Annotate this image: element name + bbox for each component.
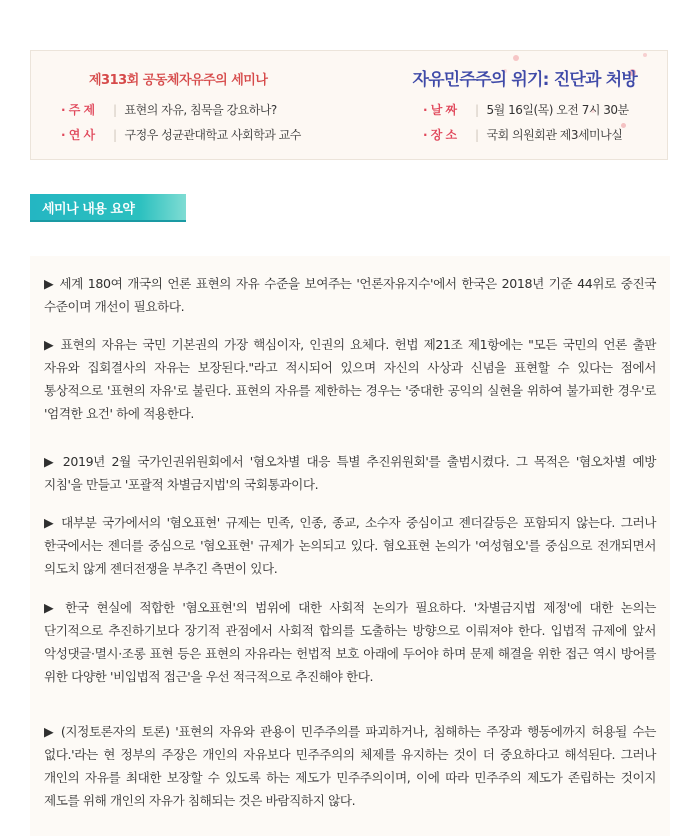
speaker-value: 구정우 성균관대학교 사회학과 교수: [124, 128, 301, 142]
summary-paragraph: ▶ 한국 현실에 적합한 '혐오표현'의 범위에 대한 사회적 논의가 필요하다. '차별금지법 제정'에 대한 논의는 단기적으로 추진하기보다 장기적 관점에서 사회적 합의를 도출하는 방향으로 이뤄져야 한다. 입법적 규제에 앞서 악성댓글·멸시·조롱 표현 등은 표현의 자유라는 헌법적 보호 아래에 두어야 하며 문제 해결을 위한 접근 역시 방어를 위한 다양한 '비입법적 접근'을 우선 적극적으로 추진해야 한다.: [44, 600, 656, 684]
topic-label: · 주 제: [61, 103, 95, 117]
decor-dot: [643, 53, 647, 57]
separator: |: [113, 102, 117, 117]
summary-paragraph: ▶ 2019년 2월 국가인권위원회에서 '혐오차별 대응 특별 추진위원회'를 출범시켰다. 그 목적은 '혐오차별 예방 지침'을 만들고 '포괄적 차별금지법'의 국회통과이다.: [44, 454, 656, 492]
place-row: [423, 126, 622, 143]
date-value: 5월 16일(목) 오전 7시 30분: [486, 103, 629, 117]
section-tab-label: 세미나 내용 요약: [42, 202, 135, 217]
summary-paragraph: ▶ 대부분 국가에서의 '혐오표현' 규제는 민족, 인종, 종교, 소수자 중심이고 젠더갈등은 포함되지 않는다. 그러나 한국에서는 젠더를 중심으로 '혐오표현' 규제가 논의되고 있다. 혐오표현 논의가 '여성혐오'를 중심으로 전개되면서 의도치 않게 젠더전쟁을 부추긴 측면이 있다.: [44, 515, 656, 576]
place-label: · 장 소: [423, 128, 457, 142]
section-tab: [30, 194, 186, 222]
date-row: [423, 101, 629, 118]
separator: |: [113, 127, 117, 142]
separator: |: [475, 102, 479, 117]
speaker-label: · 연 사: [61, 128, 95, 142]
seminar-info-box: [30, 50, 668, 160]
separator: |: [475, 127, 479, 142]
date-label: · 날 짜: [423, 103, 457, 117]
speaker-row: [61, 126, 301, 143]
summary-content: [30, 256, 670, 836]
main-title: 자유민주주의 위기: 진단과 처방: [412, 70, 637, 90]
series-title: 제313회 공동체자유주의 세미나: [89, 73, 268, 88]
decor-dot: [513, 55, 519, 61]
place-value: 국회 의원회관 제3세미나실: [486, 128, 623, 142]
summary-paragraph: ▶ 표현의 자유는 국민 기본권의 가장 핵심이자, 인권의 요체다. 헌법 제21조 제1항에는 "모든 국민의 언론 출판 자유와 집회결사의 자유는 보장된다."라고 적시되어 있으며 자신의 사상과 신념을 표현할 수 있다는 점에서 통상적으로 '표현의 자유'로 불린다. 표현의 자유를 제한하는 경우는 '중대한 공익의 실현을 위하여 불가피한 경우'로 '엄격한 요건' 하에 적용한다.: [44, 337, 656, 421]
summary-paragraph: ▶ 세계 180여 개국의 언론 표현의 자유 수준을 보여주는 '언론자유지수'에서 한국은 2018년 기준 44위로 중진국 수준이며 개선이 필요하다.: [44, 276, 656, 314]
summary-paragraph: ▶ (지정토론자의 토론) '표현의 자유와 관용이 민주주의를 파괴하거나, 침해하는 주장과 행동에까지 허용될 수는 없다.'라는 현 정부의 주장은 개인의 자유보다 민주주의의 체제를 유지하는 것이 더 중요하다고 해석된다. 그러나 개인의 자유를 최대한 보장할 수 있도록 하는 제도가 민주주의이며, 이에 따라 민주주의 제도가 존립하는 것이지 제도를 위해 개인의 자유가 침해되는 것은 바람직하지 않다.: [44, 724, 656, 808]
topic-row: [61, 101, 277, 118]
topic-value: 표현의 자유, 침묵을 강요하나?: [124, 103, 277, 117]
